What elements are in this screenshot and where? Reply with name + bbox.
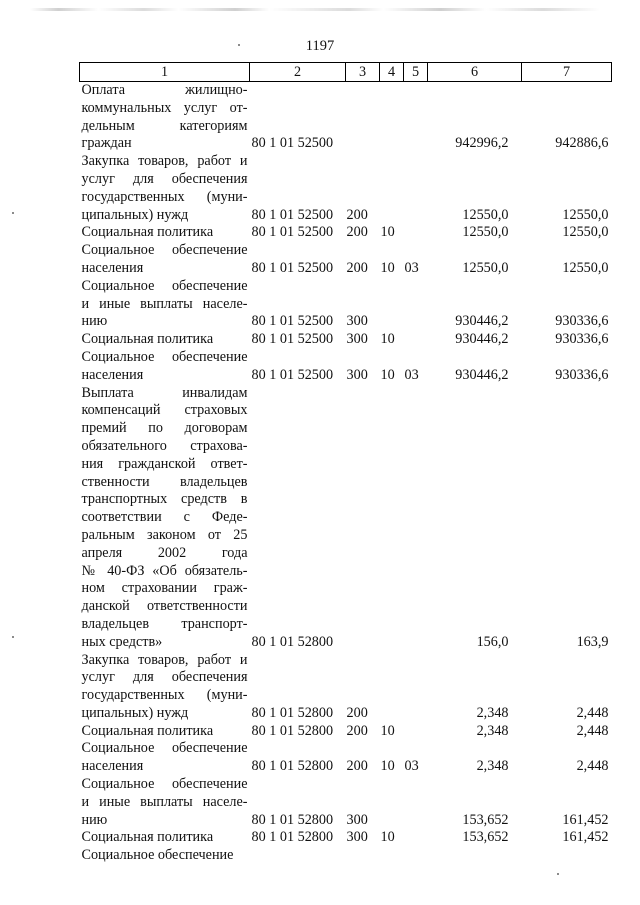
row-col4: 10 xyxy=(380,829,395,846)
row-name-line: ном страховании граж- xyxy=(81,580,248,597)
row-col5 xyxy=(404,278,428,331)
row-name xyxy=(80,82,250,154)
row-value-7: 12550,0 xyxy=(562,259,609,276)
row-name xyxy=(80,242,250,278)
column-header: 4 xyxy=(380,63,404,82)
row-value-7: 161,452 xyxy=(562,829,609,846)
row-col3: 200 xyxy=(346,259,368,276)
row-col4 xyxy=(380,82,404,154)
row-value-6: 153,652 xyxy=(462,829,509,846)
row-col4 xyxy=(380,652,404,723)
column-header: 1 xyxy=(80,63,250,82)
row-col4: 10 xyxy=(380,259,395,276)
row-name xyxy=(80,224,250,242)
row-value-7: 2,448 xyxy=(576,758,609,775)
page-number: 1197 xyxy=(305,38,335,54)
row-name-line: транспортных средств в xyxy=(81,491,248,508)
row-value-7: 942886,6 xyxy=(555,135,609,152)
row-name-line: апреля 2002 года xyxy=(81,544,248,561)
row-name-line: Социальная политика xyxy=(81,722,214,739)
row-col4: 10 xyxy=(380,224,395,241)
row-col3: 200 xyxy=(346,722,368,739)
row-name-line: компенсаций страховых xyxy=(81,402,248,419)
row-name-line: ния гражданской ответ- xyxy=(81,455,248,472)
row-col3: 200 xyxy=(346,206,368,223)
row-name-line: Социальное обеспечение xyxy=(81,776,248,793)
row-name-line: услуг для обеспечения xyxy=(81,669,248,686)
row-name-line: Социальная политика xyxy=(81,829,214,846)
column-header: 3 xyxy=(346,63,380,82)
row-name-line: населения xyxy=(81,366,144,383)
scan-speck xyxy=(12,212,14,214)
row-name-line: Социальная политика xyxy=(81,331,214,348)
row-value-7: 930336,6 xyxy=(555,313,609,330)
row-col5 xyxy=(404,776,428,829)
row-col3: 200 xyxy=(346,704,368,721)
row-code: 80 1 01 52500 xyxy=(251,313,334,330)
row-value-6: 2,348 xyxy=(476,704,509,721)
row-name xyxy=(80,776,250,829)
row-name xyxy=(80,278,250,331)
row-col5 xyxy=(404,847,428,865)
row-name xyxy=(80,652,250,723)
row-name-line: Закупка товаров, работ и xyxy=(81,651,248,668)
row-name xyxy=(80,829,250,847)
row-name xyxy=(80,723,250,741)
row-col5 xyxy=(404,82,428,154)
row-value-7: 12550,0 xyxy=(562,224,609,241)
row-name-line: государственных (муни- xyxy=(81,687,248,704)
row-value-7: 930336,6 xyxy=(555,366,609,383)
row-value-7: 2,448 xyxy=(576,722,609,739)
row-col5 xyxy=(404,723,428,741)
row-value-6 xyxy=(428,847,522,865)
table-row xyxy=(80,349,612,385)
row-value-6: 12550,0 xyxy=(462,206,509,223)
budget-table xyxy=(79,62,612,865)
row-col3: 300 xyxy=(346,313,368,330)
scan-speck xyxy=(12,636,14,638)
row-value-6: 930446,2 xyxy=(455,331,509,348)
row-name-line: коммунальных услуг от- xyxy=(81,99,248,116)
table-row xyxy=(80,776,612,829)
row-name-line: соответствии с Феде- xyxy=(81,509,248,526)
row-col4: 10 xyxy=(380,722,395,739)
column-header: 6 xyxy=(428,63,522,82)
row-value-6: 930446,2 xyxy=(455,313,509,330)
row-name-line: дельным категориям xyxy=(81,117,248,134)
row-value-6: 12550,0 xyxy=(462,224,509,241)
row-col4 xyxy=(380,385,404,652)
row-code: 80 1 01 52500 xyxy=(251,331,334,348)
row-code: 80 1 01 52800 xyxy=(251,633,334,650)
row-value-6: 12550,0 xyxy=(462,259,509,276)
row-col3 xyxy=(346,82,380,154)
row-col5 xyxy=(404,224,428,242)
row-col5: 03 xyxy=(404,259,419,276)
row-name-line: Социальное обеспечение xyxy=(81,242,248,259)
row-value-6: 156,0 xyxy=(476,633,509,650)
row-name-line: обязательного страхова- xyxy=(81,437,248,454)
row-col3: 300 xyxy=(346,829,368,846)
row-name-line: государственных (муни- xyxy=(81,188,248,205)
table-row xyxy=(80,829,612,847)
row-col3: 300 xyxy=(346,811,368,828)
row-name-line: ных средств» xyxy=(81,633,163,650)
row-col5 xyxy=(404,385,428,652)
row-col3: 300 xyxy=(346,331,368,348)
table-row xyxy=(80,82,612,154)
row-value-6: 942996,2 xyxy=(455,135,509,152)
row-col3 xyxy=(346,847,380,865)
row-name-line: и иные выплаты населе- xyxy=(81,793,248,810)
row-code: 80 1 01 52500 xyxy=(251,135,334,152)
table-row xyxy=(80,278,612,331)
row-name xyxy=(80,847,250,865)
row-name-line: ральным законом от 25 xyxy=(81,526,248,543)
row-name xyxy=(80,153,250,224)
row-name xyxy=(80,740,250,776)
row-name-line: услуг для обеспечения xyxy=(81,170,248,187)
table-row xyxy=(80,385,612,652)
row-code: 80 1 01 52500 xyxy=(251,224,334,241)
row-name-line: ципальных) нужд xyxy=(81,206,189,223)
row-name-line: населения xyxy=(81,758,144,775)
row-value-6: 2,348 xyxy=(476,758,509,775)
row-name-line: ственности владельцев xyxy=(81,473,248,490)
row-name-line: населения xyxy=(81,259,144,276)
row-name xyxy=(80,349,250,385)
row-code: 80 1 01 52800 xyxy=(251,811,334,828)
row-name-line: владельцев транспорт- xyxy=(81,615,248,632)
row-code xyxy=(250,847,346,865)
row-value-7: 163,9 xyxy=(576,633,609,650)
row-value-6: 2,348 xyxy=(476,722,509,739)
table-row xyxy=(80,652,612,723)
row-value-7: 930336,6 xyxy=(555,331,609,348)
row-col5 xyxy=(404,153,428,224)
row-code: 80 1 01 52500 xyxy=(251,366,334,383)
row-name-line: Социальное обеспечение xyxy=(81,277,248,294)
scan-speck xyxy=(557,873,559,875)
column-header: 2 xyxy=(250,63,346,82)
row-code: 80 1 01 52800 xyxy=(251,758,334,775)
table-row xyxy=(80,224,612,242)
row-value-7: 2,448 xyxy=(576,704,609,721)
row-name-line: № 40-ФЗ «Об обязатель- xyxy=(81,562,248,579)
row-value-6: 930446,2 xyxy=(455,366,509,383)
row-name-line: нию xyxy=(81,811,108,828)
row-col3 xyxy=(346,385,380,652)
table-row xyxy=(80,153,612,224)
row-name-line: Выплата инвалидам xyxy=(81,384,248,401)
row-code: 80 1 01 52800 xyxy=(251,704,334,721)
row-name-line: Социальное обеспечение xyxy=(81,847,234,864)
table-row xyxy=(80,723,612,741)
row-name-line: Оплата жилищно- xyxy=(81,82,248,98)
row-name-line: граждан xyxy=(81,135,132,152)
row-col5 xyxy=(404,652,428,723)
table-row xyxy=(80,740,612,776)
row-col3: 300 xyxy=(346,366,368,383)
row-name-line: и иные выплаты населе- xyxy=(81,295,248,312)
row-value-6: 153,652 xyxy=(462,811,509,828)
row-col5 xyxy=(404,829,428,847)
row-name-line: данской ответственности xyxy=(81,598,248,615)
row-code: 80 1 01 52800 xyxy=(251,829,334,846)
column-header: 5 xyxy=(404,63,428,82)
row-code: 80 1 01 52500 xyxy=(251,206,334,223)
row-value-7 xyxy=(522,847,612,865)
row-name-line: Социальная политика xyxy=(81,224,214,241)
table-header-row xyxy=(80,63,612,82)
row-col4 xyxy=(380,153,404,224)
row-col4: 10 xyxy=(380,758,395,775)
row-col4: 10 xyxy=(380,366,395,383)
row-col4 xyxy=(380,278,404,331)
table-row xyxy=(80,847,612,865)
row-name-line: Закупка товаров, работ и xyxy=(81,153,248,170)
row-col3: 200 xyxy=(346,224,368,241)
row-col5: 03 xyxy=(404,366,419,383)
row-name-line: премий по договорам xyxy=(81,420,248,437)
row-name-line: ципальных) нужд xyxy=(81,704,189,721)
row-code: 80 1 01 52500 xyxy=(251,259,334,276)
row-value-7: 12550,0 xyxy=(562,206,609,223)
scan-artifact xyxy=(30,8,600,11)
table-row xyxy=(80,331,612,349)
row-col3: 200 xyxy=(346,758,368,775)
row-col4: 10 xyxy=(380,331,395,348)
row-col4 xyxy=(380,847,404,865)
row-col5: 03 xyxy=(404,758,419,775)
row-name xyxy=(80,385,250,652)
row-name-line: Социальное обеспечение xyxy=(81,348,248,365)
row-code: 80 1 01 52800 xyxy=(251,722,334,739)
column-header: 7 xyxy=(522,63,612,82)
row-col4 xyxy=(380,776,404,829)
row-col5 xyxy=(404,331,428,349)
row-name-line: Социальное обеспечение xyxy=(81,740,248,757)
row-name xyxy=(80,331,250,349)
table-row xyxy=(80,242,612,278)
row-value-7: 161,452 xyxy=(562,811,609,828)
row-name-line: нию xyxy=(81,313,108,330)
